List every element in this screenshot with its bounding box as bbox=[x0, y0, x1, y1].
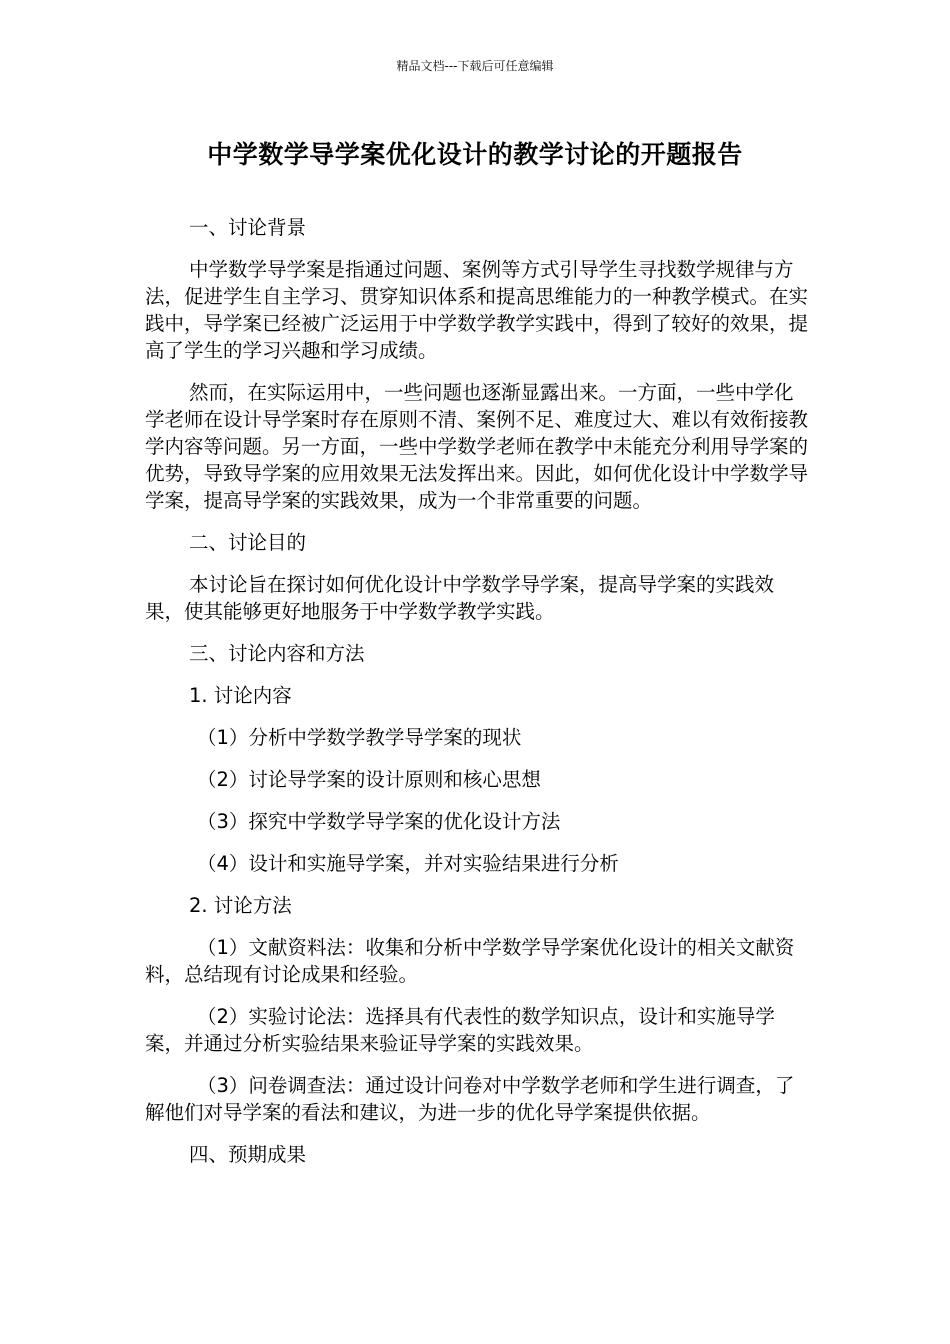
subheading-content: 1. 讨论内容 bbox=[189, 684, 292, 707]
section-heading-expected-results: 四、预期成果 bbox=[189, 1143, 307, 1166]
content-item: （4）设计和实施导学案，并对实验结果进行分析 bbox=[197, 852, 619, 875]
section-heading-background: 一、讨论背景 bbox=[189, 216, 307, 239]
section-heading-content-method: 三、讨论内容和方法 bbox=[189, 642, 365, 665]
background-paragraph-1: 中学数学导学案是指通过问题、案例等方式引导学生寻找数学规律与方法，促进学生自主学习、贯穿知识体系和提高思维能力的一种教学模式。在实践中，导学案已经被广泛运用于中学数学教学实践中，得到了较好的效果，提高了学生的学习兴趣和学习成绩。 bbox=[145, 258, 809, 362]
subheading-method: 2. 讨论方法 bbox=[189, 894, 292, 917]
header-note: 精品文档---下载后可任意编辑 bbox=[396, 59, 554, 73]
document-title: 中学数学导学案优化设计的教学讨论的开题报告 bbox=[207, 140, 743, 169]
content-item: （3）探究中学数学导学案的优化设计方法 bbox=[197, 810, 561, 833]
section-heading-purpose: 二、讨论目的 bbox=[189, 531, 307, 554]
content-item: （2）讨论导学案的设计原则和核心思想 bbox=[197, 768, 541, 791]
purpose-paragraph: 本讨论旨在探讨如何优化设计中学数学导学案，提高导学案的实践效果，使其能够更好地服务于中学数学教学实践。 bbox=[145, 573, 775, 623]
background-paragraph-2: 然而，在实际运用中，一些问题也逐渐显露出来。一方面，一些中学化学老师在设计导学案时存在原则不清、案例不足、难度过大、难以有效衔接教学内容等问题。另一方面，一些中学数学老师在教学中未能充分利用导学案的优势，导致导学案的应用效果无法发挥出来。因此，如何优化设计中学数学导学案，提高导学案的实践效果，成为一个非常重要的问题。 bbox=[145, 381, 809, 512]
method-item: （2）实验讨论法：选择具有代表性的数学知识点，设计和实施导学案，并通过分析实验结果来验证导学案的实践效果。 bbox=[145, 1005, 775, 1055]
method-item: （1）文献资料法：收集和分析中学数学导学案优化设计的相关文献资料，总结现有讨论成果和经验。 bbox=[145, 936, 795, 986]
content-item: （1）分析中学数学教学导学案的现状 bbox=[197, 726, 522, 749]
method-item: （3）问卷调查法：通过设计问卷对中学数学老师和学生进行调查，了解他们对导学案的看法和建议，为进一步的优化导学案提供依据。 bbox=[145, 1074, 795, 1124]
document-body bbox=[145, 214, 810, 1183]
